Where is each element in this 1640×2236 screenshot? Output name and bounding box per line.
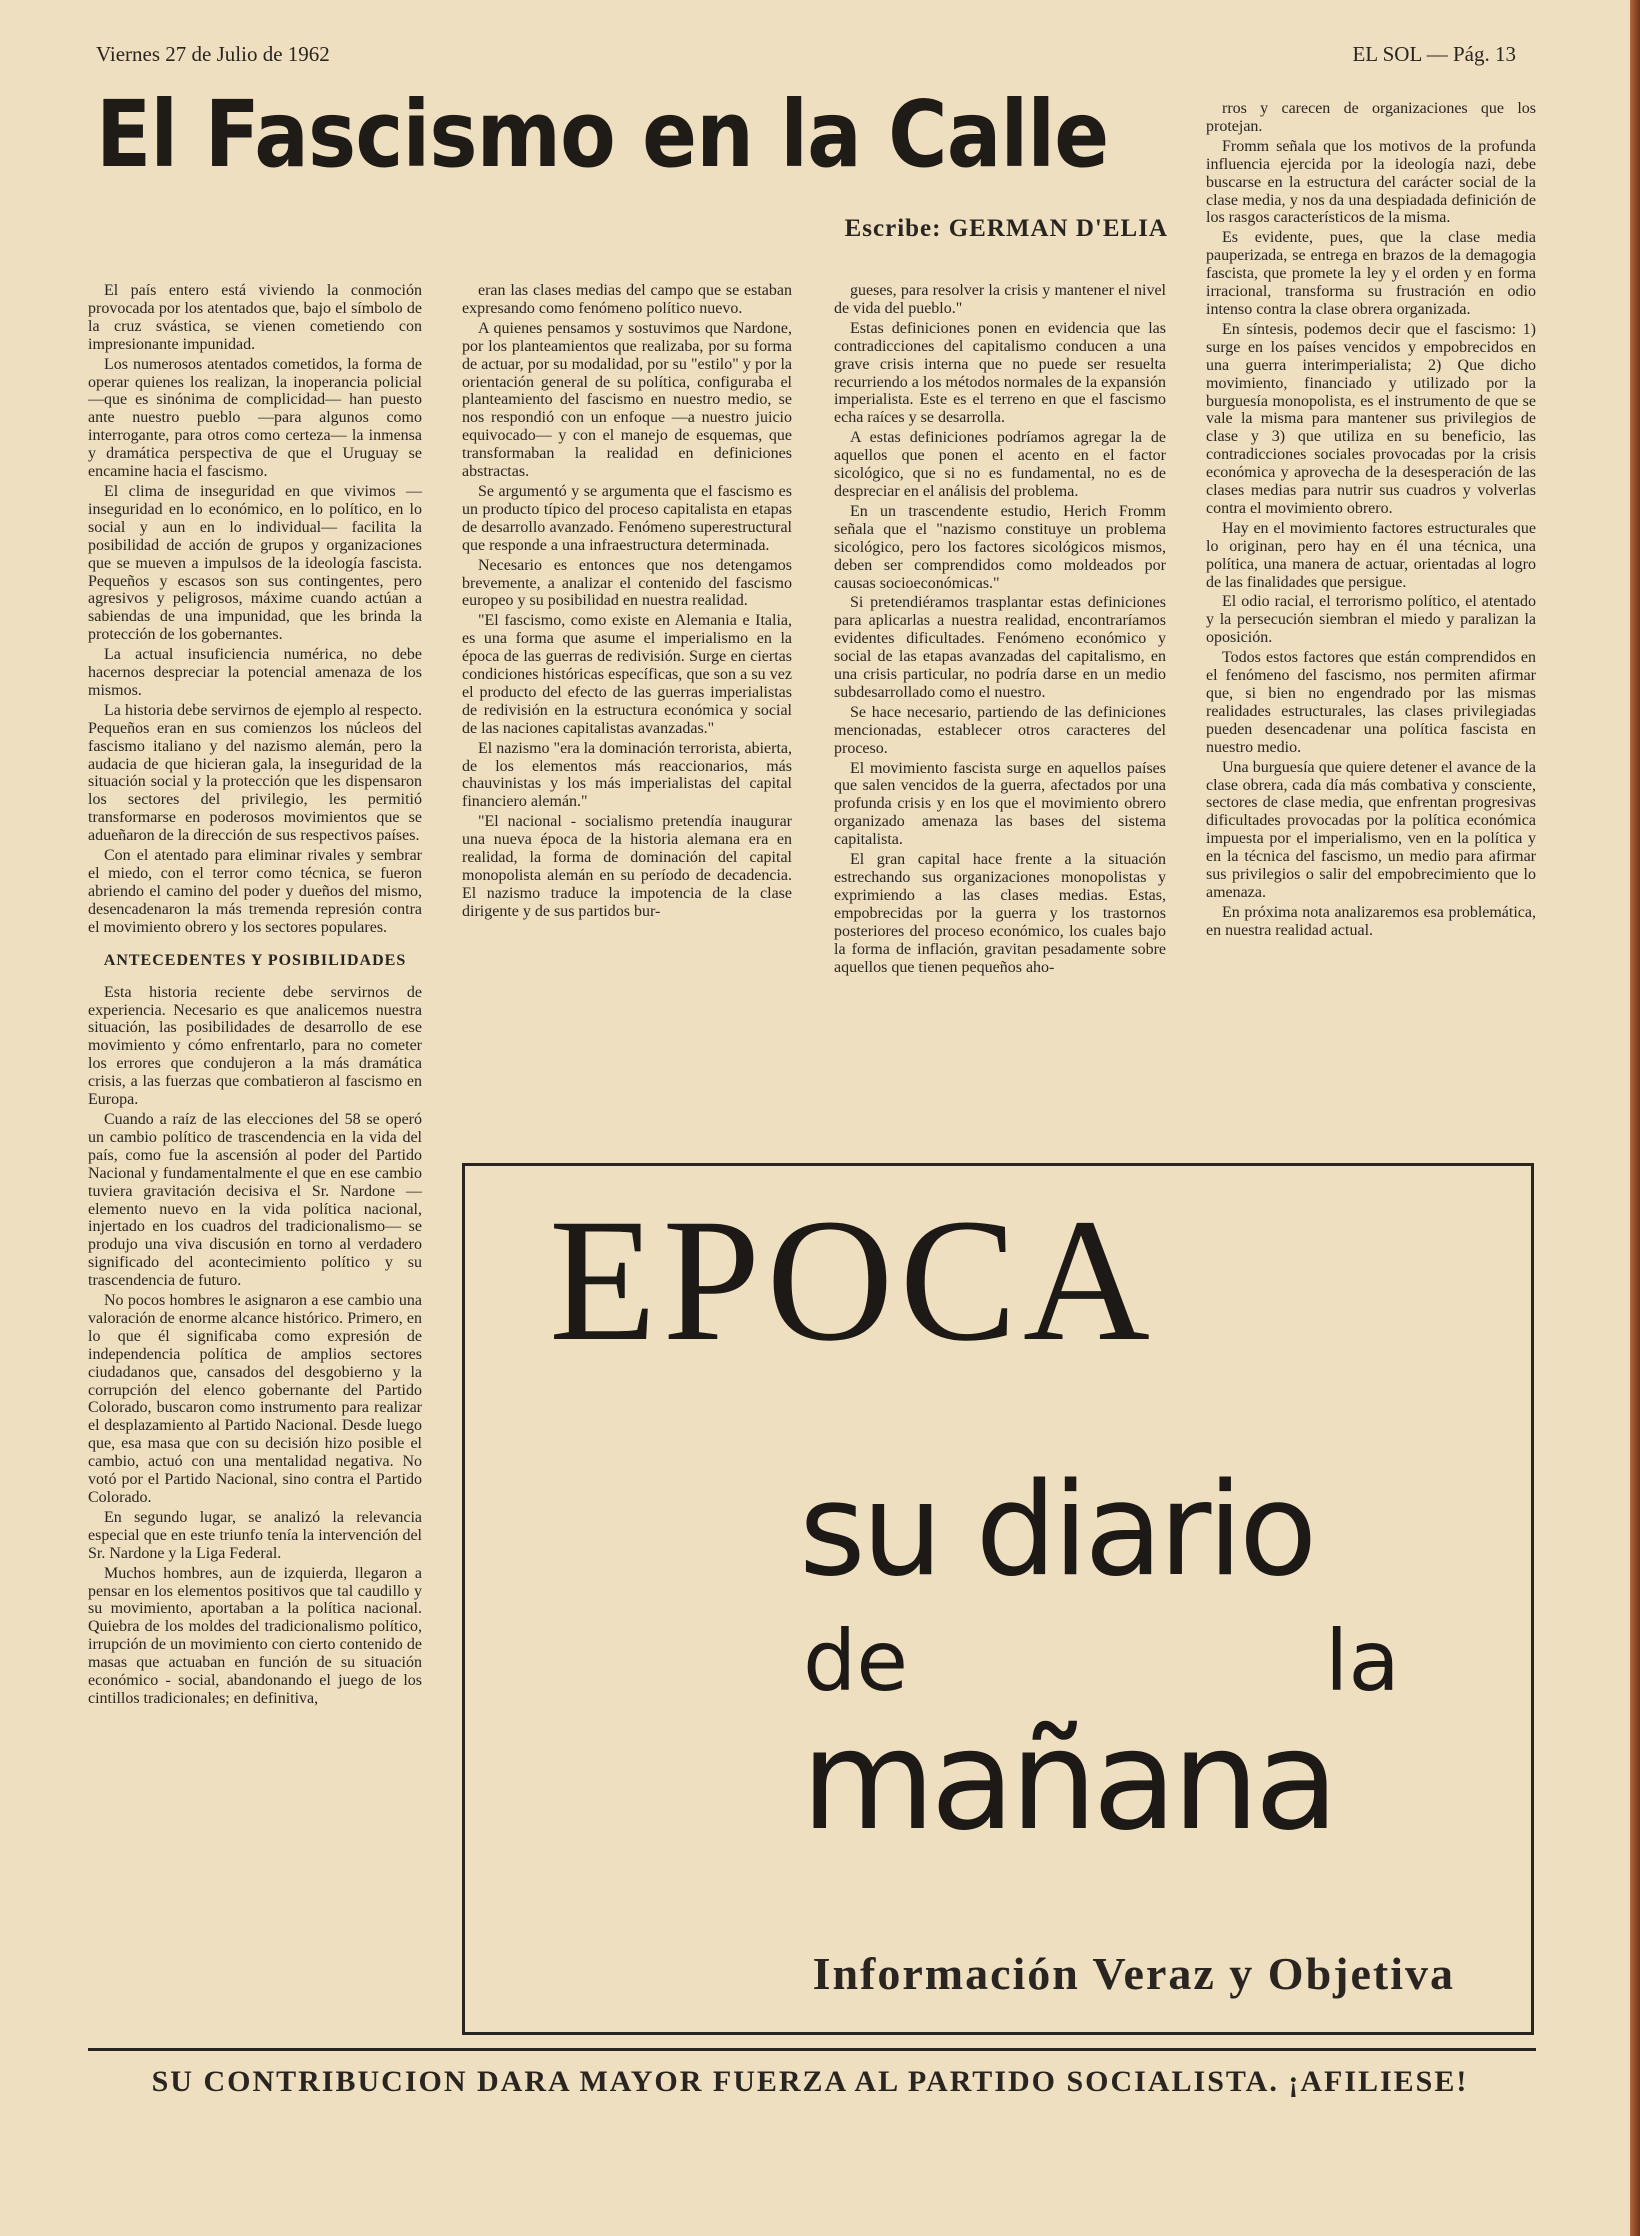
paragraph: Hay en el movimiento factores estructurales que lo originan, pero hay en él una técnica, una política, una manera de actuar, orientadas al logro de las finalidades que persigue. [1206, 519, 1536, 591]
ad-brand-epoca: EPOCA [549, 1183, 1156, 1378]
paragraph: El gran capital hace frente a la situación estrechando sus organizaciones monopolistas y exprimiendo a las clases medias. Estas, empobrecidas por la guerra y los trastornos posteriores del proceso económico, los cuales bajo la forma de inflación, gravitan pesadamente sobre aquellos que tienen pequeños aho- [834, 851, 1166, 976]
paragraph: El clima de inseguridad en que vivimos —inseguridad en lo económico, en lo político, en lo social y aun en lo individual— facilita la posibilidad de acción de grupos y organizaciones que se mueven a impulsos de la ideología fascista. Pequeños y escasos son sus contingentes, pero agresivos y peligrosos, máxime cuando actúan a sabiendas de una impunidad, que les brinda la protección de los gobernantes. [88, 482, 422, 644]
article-byline: Escribe: GERMAN D'ELIA [844, 215, 1168, 242]
paragraph: El movimiento fascista surge en aquellos países que salen vencidos de la guerra, afectados por una profunda crisis y en los que el movimiento obrero organizado amenaza las bases del sistema capitalista. [834, 759, 1166, 849]
paragraph: A quienes pensamos y sostuvimos que Nardone, por los planteamientos que realizaba, por su forma de actuar, por su modalidad, por su "estilo" y por la orientación general de su política, configuraba el planteamiento del fascismo en nuestro medio, se nos respondió con un enfoque —a nuestro juicio equivocado— y con el manejo de esquemas, que transformaban la realidad en definiciones abstractas. [462, 319, 792, 481]
paragraph: "El fascismo, como existe en Alemania e Italia, es una forma que asume el imperialismo en la época de las guerras de redivisión. Surge en ciertas condiciones históricas específicas, que son a su vez el producto del efecto de las guerras imperialistas de redivisión en la estructura económica y social de las naciones capitalistas avanzadas." [462, 612, 792, 737]
article-column-2 [462, 282, 792, 921]
page-number: EL SOL — Pág. 13 [1352, 42, 1516, 66]
paragraph: Todos estos factores que están comprendidos en el fenómeno del fascismo, nos permiten afirmar que, si bien no engendrado por las mismas realidades estructurales, las clases privilegiadas pueden desencadenar una política fascista en nuestro medio. [1206, 649, 1536, 756]
ad-slogan-word-de: de [803, 1612, 908, 1710]
paragraph: Cuando a raíz de las elecciones del 58 se operó un cambio político de trascendencia en la vida del país, como fue la ascensión al poder del Partido Nacional y fundamentalmente el que en ese cambio tuviera gravitación decisiva el Sr. Nardone —elemento nuevo en la vida política nacional, injertado en los cuadros del tradicionalismo— se produjo una viva discusión en torno al verdadero significado del acontecimiento político y su trascendencia de futuro. [88, 1110, 422, 1290]
ad-slogan-word-la: la [1325, 1612, 1400, 1710]
paragraph: El nazismo "era la dominación terrorista, abierta, de los elementos más reaccionarios, más chauvinistas y los más imperialistas del capital financiero alemán." [462, 739, 792, 811]
paragraph: Estas definiciones ponen en evidencia que las contradicciones del capitalismo conducen a una grave crisis interna que no puede ser resuelta recurriendo a los métodos normales de la expansión imperialista. Este es el terreno en que el fascismo echa raíces y se desarrolla. [834, 319, 1166, 427]
article-headline: El Fascismo en la Calle [96, 81, 1109, 188]
paragraph: gueses, para resolver la crisis y mantener el nivel de vida del pueblo." [834, 282, 1166, 317]
ad-tagline: Información Veraz y Objetiva [812, 1948, 1455, 1999]
footer-rule [88, 2048, 1536, 2051]
paragraph: eran las clases medias del campo que se estaban expresando como fenómeno político nuevo. [462, 282, 792, 317]
paragraph: Si pretendiéramos trasplantar estas definiciones para aplicarlas a nuestra realidad, encontraríamos evidentes dificultades. Fenómeno económico y social de las etapas avanzadas del capitalismo, en una crisis particular, no podría darse en un medio subdesarrollado como el nuestro. [834, 594, 1166, 701]
article-column-3 [834, 282, 1166, 976]
paragraph: En síntesis, podemos decir que el fascismo: 1) surge en los países vencidos y empobrecidos en una guerra interimperialista; 2) Que dicho movimiento, financiado y utilizado por la burguesía monopolista, es el instrumento de que se vale la misma para mantener sus privilegios de clase y 3) que utiliza en su beneficio, las contradicciones sociales provocadas por la crisis económica y aprovecha de la desesperación de las clases medias para nutrir sus cuadros y volverlas contra el movimiento obrero. [1206, 320, 1536, 517]
paragraph: La actual insuficiencia numérica, no debe hacernos despreciar la potencial amenaza de los mismos. [88, 646, 422, 699]
paragraph: Con el atentado para eliminar rivales y sembrar el miedo, con el terror como técnica, se fueron abriendo el camino del poder y dueños del mismo, desencadenaron la más tremenda represión contra el movimiento obrero y los sectores populares. [88, 847, 422, 936]
paragraph: Una burguesía que quiere detener el avance de la clase obrera, cada día más combativa y consciente, sectores de clase media, que enfrentan progresivas dificultades provocadas por la política económica impuesta por el imperialismo, ven en la política y en la técnica del fascismo, un medio para afirmar sus privilegios o salir del empobrecimiento que lo amenaza. [1206, 758, 1536, 901]
paragraph: La historia debe servirnos de ejemplo al respecto. Pequeños eran en sus comienzos los núcleos del fascismo italiano y del nazismo alemán, pero la audacia de que hicieran gala, la inseguridad de la situación social y la protección que les dispensaron los sectores del privilegio, les permitió transformarse en poderosos movimientos que se adueñaron de la dirección de sus respectivos países. [88, 701, 422, 845]
paragraph: A estas definiciones podríamos agregar la de aquellos que ponen el acento en el factor sicológico, que si no es fundamental, no es de despreciar en el análisis del problema. [834, 429, 1166, 500]
page-edge [1630, 0, 1640, 2236]
issue-date: Viernes 27 de Julio de 1962 [96, 42, 330, 66]
paragraph: Los numerosos atentados cometidos, la forma de operar quienes los realizan, la inoperancia policial —que es sinónima de complicidad— han puesto ante nuestro pueblo —para algunos como interrogante, para otros como certeza— la inmensa y dramática perspectiva de que el Uruguay se encamine hacia el fascismo. [88, 355, 422, 481]
paragraph: "El nacional - socialismo pretendía inaugurar una nueva época de la historia alemana era en realidad, la forma de dominación del capital monopolista alemán en su período de decadencia. El nazismo traduce la impotencia de la clase dirigente y de sus partidos bur- [462, 813, 792, 920]
article-column-1 [88, 282, 422, 1708]
paragraph: No pocos hombres le asignaron a ese cambio una valoración de enorme alcance histórico. Primero, en lo que él significaba como expresión de independencia política de amplios sectores ciudadanos que, cansados del desgobierno y la corrupción del elenco gobernante del Partido Colorado, buscaron como instrumento para realizar el desplazamiento al Partido Nacional. Desde luego que, esa masa que con su decisión hizo posible el cambio, actuó con una mentalidad negativa. No votó por el Partido Nacional, sino contra el Partido Colorado. [88, 1292, 422, 1506]
ad-slogan-line-3: mañana [801, 1700, 1335, 1861]
paragraph: rros y carecen de organizaciones que los protejan. [1206, 100, 1536, 135]
paragraph: Necesario es entonces que nos detengamos brevemente, a analizar el contenido del fascismo europeo y su posibilidad en nuestra realidad. [462, 556, 792, 610]
paragraph: El odio racial, el terrorismo político, el atentado y la persecución siembran el miedo y paralizan la oposición. [1206, 593, 1536, 647]
paragraph: En segundo lugar, se analizó la relevancia especial que en este triunfo tenía la intervención del Sr. Nardone y la Liga Federal. [88, 1508, 422, 1562]
footer-slogan: SU CONTRIBUCION DARA MAYOR FUERZA AL PARTIDO SOCIALISTA. ¡AFILIESE! [151, 2065, 1469, 2098]
epoca-advertisement [462, 1163, 1534, 2035]
paragraph: El país entero está viviendo la conmoción provocada por los atentados que, bajo el símbolo de la cruz svástica, se vienen cometiendo con impresionante impunidad. [88, 282, 422, 353]
ad-slogan-line-1: su diario [799, 1456, 1314, 1605]
paragraph: Se argumentó y se argumenta que el fascismo es un producto típico del proceso capitalista en etapas de desarrollo avanzado. Fenómeno superestructural que responde a una infraestructura determinada. [462, 482, 792, 554]
article-column-4 [1206, 100, 1536, 940]
section-subheading: ANTECEDENTES Y POSIBILIDADES [103, 951, 407, 969]
paragraph: En próxima nota analizaremos esa problemática, en nuestra realidad actual. [1206, 903, 1536, 939]
paragraph: En un trascendente estudio, Herich Fromm señala que el "nazismo constituye un problema sicológico, pero los factores sicológicos mismos, deben ser comprendidos como moldeados por causas socioeconómicas." [834, 502, 1166, 592]
paragraph: Se hace necesario, partiendo de las definiciones mencionadas, establecer otros caracteres del proceso. [834, 703, 1166, 757]
paragraph: Fromm señala que los motivos de la profunda influencia ejercida por la ideología nazi, debe buscarse en la estructura del carácter social de la clase media, y nos da una despiadada definición de los rasgos característicos de la misma. [1206, 137, 1536, 227]
paragraph: Esta historia reciente debe servirnos de experiencia. Necesario es que analicemos nuestra situación, las posibilidades de desarrollo de ese movimiento y cómo enfrentarlo, para no cometer los errores que condujeron a la más dramática crisis, a las fuerzas que combatieron al fascismo en Europa. [88, 983, 422, 1109]
paragraph: Muchos hombres, aun de izquierda, llegaron a pensar en los elementos positivos que tal caudillo y su movimiento, aportaban a la política nacional. Quiebra de los moldes del tradicionalismo político, irrupción de un movimiento con cierto contenido de masas que actuaban en función de su situación económico - social, abandonando el juego de los cintillos tradicionales; en definitiva, [88, 1564, 422, 1707]
paragraph: Es evidente, pues, que la clase media pauperizada, se entrega en brazos de la demagogia fascista, que promete la ley y el orden y en forma irracional, transforma su frustración en odio intenso contra la clase obrera organizada. [1206, 229, 1536, 318]
